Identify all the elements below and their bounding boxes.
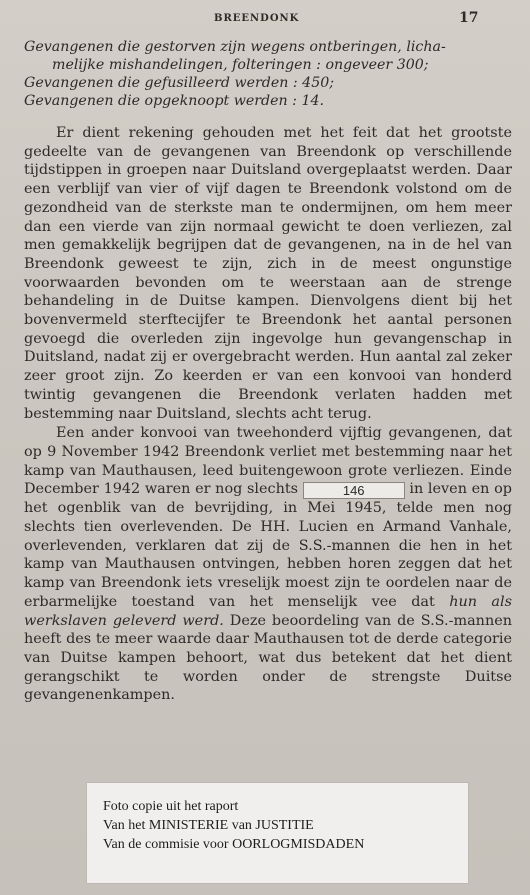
note-line: Van de commisie voor OORLOGMISDADEN	[103, 837, 365, 852]
stat-line: Gevangenen die opgeknoopt werden : 14.	[24, 93, 325, 109]
page-header	[0, 10, 530, 30]
inserted-number-label: 146	[303, 482, 405, 499]
note-line: Foto copie uit het raport	[103, 799, 239, 814]
paragraph	[24, 424, 512, 705]
italic-quote: hun als werkslaven geleverd werd.	[24, 593, 512, 629]
paragraph-text: Een ander konvooi van tweehonderd vijftig gevangenen, dat op 9 November 1942 Breendonk verliet met bestemming naar het kamp van Mauthausen, leed buitengewoon grote verliezen. Einde December 1942 waren er nog slechts	[24, 425, 512, 498]
page-number: 17	[459, 10, 479, 26]
running-title: BREENDONK	[214, 13, 300, 24]
paragraph: Er dient rekening gehouden met het feit dat het grootste gedeelte van de gevangenen van Breendonk op verschillende tijdstippen in groepen naar Duitsland overgeplaatst werden. Daar een verblijf van vier of vijf dagen te Breendonk volstond om de gezondheid van de sterkste man te ondermijnen, om hem meer dan een vierde van zijn normaal gewicht te doen verliezen, zal men gemakkelijk begrijpen dat de gevangenen, na in de hel van Breendonk geweest te zijn, zich in de meest ongunstige voorwaarden bevonden om te weerstaan aan de strenge behandeling in de Duitse kampen. Dienvolgens dient bij het bovenvermeld sterftecijfer te Breendonk het aantal personen gevoegd die overleden zijn ingevolge hun gevangenschap in Duitsland, nadat zij er overgebracht werden. Hun aantal zal zeker zeer groot zijn. Zo keerden er van een konvooi van honderd twintig gevangenen die Breendonk verlaten hadden met bestemming naar Duitsland, slechts acht terug.	[24, 125, 512, 422]
stat-line: Gevangenen die gefusilleerd werden : 450;	[24, 75, 335, 91]
paragraph-text: in leven en op het ogenblik van de bevrijding, in Mei 1945, telde men nog slechts tien overlevenden. De HH. Lucien en Armand Vanhale, overlevenden, verklaren dat zij de S.S.-mannen die hen in het kamp van Mauthausen ontvingen, hebben horen zeggen dat het kamp van Breendonk iets vreselijk moest zijn te oordelen naar de erbarmelijke toestand van het menselijk vee dat	[24, 481, 512, 610]
paragraph-text: Deze beoordeling van de S.S.-mannen heeft des te meer waarde daar Mauthausen tot de derde categorie van Duitse kampen behoort, wat dus betekent dat het dient gerangschikt te worden onder de strengste Duitse gevangenenkampen.	[24, 612, 512, 704]
casualty-figures	[24, 38, 514, 110]
stat-line: Gevangenen die gestorven zijn wegens ontberingen, licha-	[24, 39, 446, 55]
stat-line: melijke mishandelingen, folteringen : ongeveer 300;	[52, 57, 429, 73]
source-note	[86, 782, 469, 884]
body-text	[24, 124, 512, 705]
note-line: Van het MINISTERIE van JUSTITIE	[103, 818, 314, 833]
